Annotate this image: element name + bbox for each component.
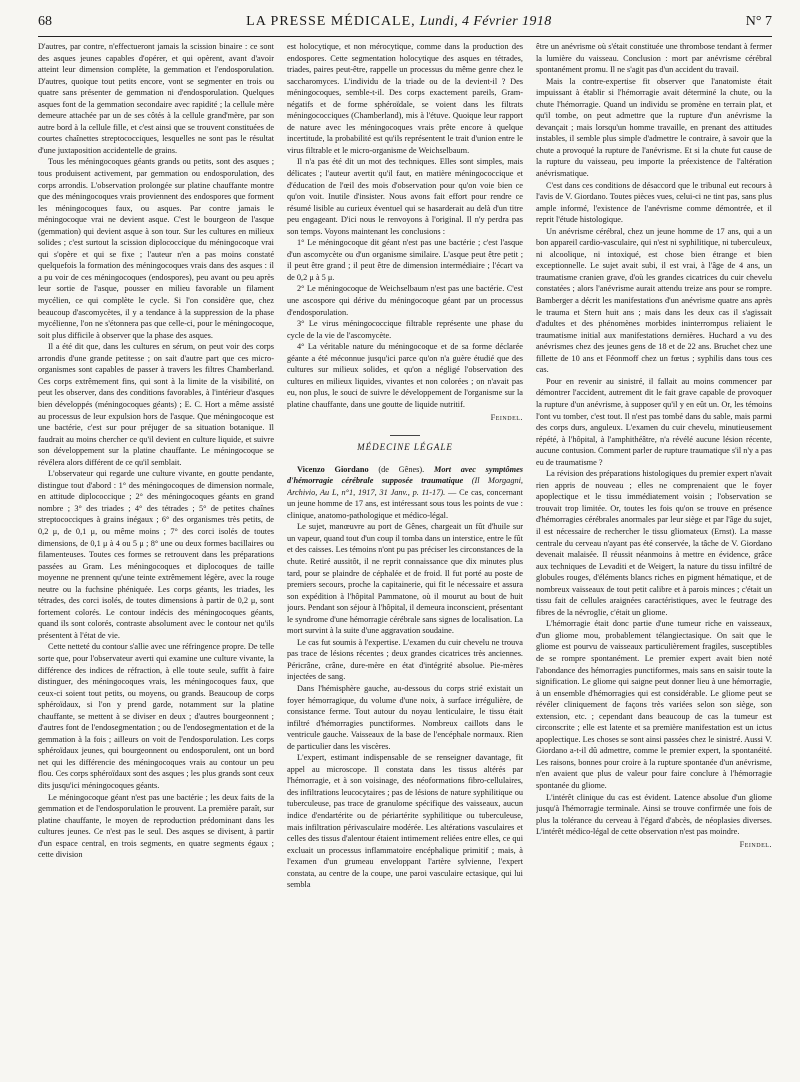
author-signature: Feindel.	[490, 412, 523, 422]
column-right	[536, 41, 772, 1071]
paragraph: 2° Le méningocoque de Weichselbaum n'est pas une bactérie. C'est une ascospore qui dérive du méningocoque géant par un processus d'endosporulation.	[287, 284, 523, 317]
text-columns	[38, 41, 772, 1071]
journal-name: LA PRESSE MÉDICALE,	[246, 14, 416, 29]
paragraph: C'est dans ces conditions de désaccord que le tribunal eut recours à l'avis de V. Giordano. Toutes pièces vues, celui-ci ne tint pas, sans plus ample informé, l'existence de l'anévrisme comme démontrée, et il reprit l'étude histologique.	[536, 180, 772, 225]
paragraph: 4° La véritable nature du méningocoque et de sa forme déclarée géante a été méconnue jusqu'ici parce qu'on n'a guère étudié que des cultures sur milieux solides, et qu'on a négligé l'observation des cultures en milieux liquides, vivantes et non colorées ; on n'avait pas eu, non plus, le souci de suivre le développement de l'organisme sur la platine chauffante, dans une goutte de liquide nutritif.	[287, 342, 523, 409]
paragraph: La révision des préparations histologiques du premier expert n'avait rien appris de nouveau ; elles ne comprenaient que le foyer apoplectique et le tissu immédiatement voisin ; l'observation se trouvait trop limitée. Or, toutes les fois qu'on se trouve en présence d'hémorragies cérébrales anormales par leur siège et par l'âge du sujet, il est nécessaire de rechercher le tissu gliomateux (Ernst). La masse centrale du cerveau n'ayant pas été conservée, la tâche de V. Giordano devenait malaisée. Il réussit néanmoins à mettre en évidence, grâce aux techniques de Levaditi et de Weigert, la nature du tissu infiltré de globules rouges, d'éléments blancs riches en pigment hématique, et de nombreux vaisseaux de tout petit calibre et à parois minces ; c'était un tissu fait de cellules araignées caractéristiques, avec le feutrage des fibres de la névroglie, c'était un gliome.	[536, 469, 772, 617]
article-title: Mort avec symptômes d'hémorragie cérébrale supposée traumatique	[287, 464, 523, 486]
paragraph: Mais la contre-expertise fit observer que l'anatomiste était impuissant à établir si l'hémorragie avait déterminé la chute, ou la chute l'hémorragie. Quand un individu se promène en terrain plat, et qu'il tombe, on peut admettre que la rupture d'un anévrisme la devançait ; mais lorsqu'un homme travaille, en prenant des attitudes instables, il semble plus simple d'admettre le contraire, à savoir que la chute a provoqué la rupture de l'anévrisme. Et si la chute fut cause de la rupture du vaisseau, peu importe la préexistence de l'altération anévrismatique.	[536, 76, 772, 179]
paragraph: Le sujet, manœuvre au port de Gênes, chargeait un fût d'huile sur un vapeur, quand tout d'un coup il tomba dans un interstice, entre le fût et des caisses. Les témoins n'ont pu pas préciser les circonstances de la chute. Retiré aussitôt, il ne reprit connaissance que dix minutes plus tard, pour se plaindre de céphalée et de froid. Il fut porté au poste de premiers secours, proche la capitainerie, qui fit le nécessaire et assura son expédition à l'hôpital Pammatone, où il mourut au bout de huit jours. Pendant son séjour à l'hôpital, il demeura inconscient, présentant le syndrome d'une hémorragie cérébrale sans signes de localisation. La mort survint à la suite d'une aggravation soudaine.	[287, 522, 523, 636]
running-title	[52, 14, 746, 30]
paragraph: Tous les méningocoques géants grands ou petits, sont des asques ; tous produisent activement, par gemmation ou endosporulation, des corps arrondis. L'observation prolongée sur platine chauffante montre que des méningocoques vrais proviennent des endospores que forment les méningocoques faux, ou asques. Par contre jamais le méningocoque vrai ne devient asque. C'est le bourgeon de l'asque (gemmation) qui devient asque à son tour. Sur les cultures en milieux solides ; c'est surtout la scission diplococcique du méningocoque vrai qui s'opère et qui se fixe ; l'auteur n'en a pas moins constaté quelquefois la formation des méningocoques vrais dans des asques : il a pu voir de ces méningocoques (endospores), peu avant ou peu après leur sortie de l'asque, pousser en milieu favorable un filament mycélien, ce qui complète le cycle. Si l'on considère que, chez beaucoup d'ascomycètes, il y a tendance à la suppression de la phase mycélienne, l'on ne s'étonnera pas que celle-ci, pour le méningocoque, soit plus difficile à observer que la phase des asques.	[38, 157, 274, 340]
paragraph: Pour en revenir au sinistré, il fallait au moins commencer par démontrer l'accident, autrement dit le fait grave capable de provoquer la rupture d'un anévrisme, à supposer qu'il y en eût un. Or, les témoins l'ont vu tomber, c'est tout. Il n'est pas tombé dans du sable, mais parmi des corps durs, anguleux. L'examen du cuir chevelu, minutieusement répété, à l'hôpital, à l'amphithéâtre, n'a révélé aucune lésion récente, aucune contusion. Comment parler de rupture traumatique s'il n'y a pas eu de traumatisme ?	[536, 376, 772, 467]
section-title: MÉDECINE LÉGALE	[287, 435, 523, 454]
paragraph: Le méningocoque géant n'est pas une bactérie ; les deux faits de la gemmation et de l'endosporulation le prouvent. La première paraît, sur platine chauffante, le moyen de reproduction prédominant dans les cultures jeunes. Ce n'est pas le seul. Des asques se divisent, à partir d'un espace central, en trois segments, en quatre segments égaux ; cette division	[38, 792, 274, 860]
paragraph: Il n'a pas été dit un mot des techniques. Elles sont simples, mais délicates ; l'auteur avertit qu'il faut, en matière méningococcique et d'éducation de l'œil des mois d'observation pour qu'on voie bien ce qu'on voit. Inutile d'insister. Nous avons fait effort pour rendre ce résumé lisible au curieux éventuel qui se hasarderait au delà d'un titre peu engageant. D'ici nous le renvoyons à l'original. Il n'y perdra pas son temps. Voyons maintenant les conclusions :	[287, 157, 523, 236]
page-number: 68	[38, 14, 52, 29]
paragraph: — Ce cas, concernant un jeune homme de 17 ans, est intéressant sous tous les points de vue : clinique, anatomo-pathologique et médico-légal.	[287, 487, 523, 520]
article-reference: (Il Morgagni, Archivio, Au L, n°1, 1917, 31 Janv., p. 11-17).	[287, 476, 523, 497]
article-author-place: (de Gênes).	[378, 464, 425, 474]
issue-number: N° 7	[745, 14, 772, 29]
header-rule	[38, 36, 772, 37]
column-left	[38, 41, 274, 1071]
paragraph: 1° Le méningocoque dit géant n'est pas une bactérie ; c'est l'asque d'un ascomycète ou d'un organisme similaire. L'asque peut être petit ; il peut être grand ; il peut être de dimension intermédiaire ; l'écart va de 0,2 μ à 5 μ.	[287, 238, 523, 282]
paragraph: est holocytique, et non mérocytique, comme dans la production des endospores. Cette segmentation holocytique des asques en tétrades, triades, paires peut-être, rappelle un processus du même genre chez le saccharomyces. L'individu de la triade ou de la devient-il ? Des méningocoques, semble-t-il. Des corps exactement pareils, Gram-négatifs et de forme sphéroïdale, se voient dans les filtrats méningococciques (Chamberland), mis à l'étuve. Quoique leur rapport de nature avec les méningocoques vrais prête encore à quelque incertitude, la probabilité est qu'ils représentent le trait d'union entre le virus filtrable et le micro-organisme de Weichselbaum.	[287, 42, 523, 155]
page-header	[38, 14, 772, 32]
paragraph: 3° Le virus méningococcique filtrable représente une phase du cycle de la vie de l'ascomycète.	[287, 319, 523, 340]
paragraph: Le cas fut soumis à l'expertise. L'examen du cuir chevelu ne trouva pas trace de lésions récentes ; deux grandes cicatrices très anciennes. Péricrâne, crâne, dure-mère en état d'intégrité absolue. Pie-mères injectées de sang.	[287, 637, 523, 682]
paragraph: être un anévrisme où s'était constituée une thrombose tendant à fermer la lumière du vaisseau. Conclusion : mort par anévrisme cérébral spontanément promu. Il ne s'agit pas d'un accident du travail.	[536, 42, 772, 75]
paragraph: Dans l'hémisphère gauche, au-dessous du corps strié existait un foyer hémorragique, du volume d'une noix, à surface irrégulière, de consistance ferme. Tout autour du noyau lenticulaire, le tissu était infiltré d'hémorragies punctiformes. Nombreux caillots dans le ventricule gauche. Vaisseaux de la base de l'encéphale normaux. Rien de particulier dans les viscères.	[287, 683, 523, 751]
paragraph: Cette netteté du contour s'allie avec une réfringence propre. De telle sorte que, pour l'observateur averti qui examine une culture vivante, la différence des indices de réfraction, à elle toute seule, suffit à faire distinguer, des méningocoques vrais, les méningocoques faux, que ceux-ci soient tout petits, ou moyens, ou grands. Beaucoup de corps sphéroïdaux, si l'on y prend garde, notamment sur la platine chauffante, se mettent à se diviser en deux ; d'autres bourgeonnent ; d'autres font de l'endosegmentation ; ou de l'endosegmentation et de la gemmation à la fois ; ailleurs on voit de l'endosporulation. Les corps sphéroïdaux jeunes, qui bourgeonnent ou endosporulent, ont un bord net qui les différencie des méningocoques vrais au contour un peu flou. Ces corps sphéroïdaux sont des asques ; les plus grands sont ceux dits jusqu'ici méningocoques géants.	[38, 642, 274, 790]
paragraph: L'intérêt clinique du cas est évident. Latence absolue d'un gliome jusqu'à l'hémorragie terminale. Ainsi se trouve confirmée une fois de plus la tolérance du cerveau à l'égard d'abcès, de néoplasies diverses. L'intérêt médico-légal de cette observation n'est pas moindre.	[536, 792, 772, 837]
paragraph: L'expert, estimant indispensable de se renseigner davantage, fit appel au microscope. Il constata dans les tissus altérés par l'hémorragie, et à son voisinage, des néoformations fibro-cellulaires, des infiltrations leucocytaires ; pas de lésions de nature syphilitique ou tuberculeuse, pas trace de granulome spécifique des vaisseaux, aucun indice d'endartérite ou de périartérite syphilitique ou tuberculeuse, mais infiltration périvasculaire modérée. Les altérations vasculaires et celles des tissus d'alentour étaient intimement reliées entre elles, ce qui excluait un processus inflammatoire encéphalique primitif ; mais, à l'examen d'un grumeau enveloppant l'artère sylvienne, l'expert constata, au centre de la coupe, une paroi vasculaire ectasique, qui lui sembla	[287, 753, 523, 890]
article-lead	[287, 464, 523, 522]
paragraph: D'autres, par contre, n'effectueront jamais la scission binaire : ce sont des asques jeunes capables d'opérer, et qui opèrent, avant d'avoir atteint leur dimension complète, la gemmation et l'endosporulation. D'autres, quoique tout petits encore, vont se segmenter en trois ou quatre sans présenter de gemmation ni d'endosporulation. Quelques asques font de la gemmation secondaire avec rapidité ; la cellule mère demeure attachée par un de ses côtés à la cellule grand'mère, par son autre bord à la cellule fille, et c'est ainsi que se trouvent constituées de courtes chaînettes streptococciques, lesquelles ne sont pas le résultat d'une juxtaposition accidentelle de grains.	[38, 42, 274, 155]
paragraph: L'observateur qui regarde une culture vivante, en goutte pendante, distingue tout d'abord : 1° des méningocoques de dimension normale, en attitude diplococcique ; 2° des méningocoques géants en grand nombre ; 3° des triades ; 4° des tétrades ; 5° de petites chaînes streptococciques à grains inégaux ; 6° des organismes très petits, de 0,2 μ, de 0,1 μ, ou même moins ; 7° des corci isolés de toutes dimensions, de 0,1 μ à 4 ou 5 μ ; 8° une ou deux formes bacillaires ou filamenteuses. Toutes ces formes se retrouvent dans les préparations passées au Gram. Les méningocoques et diplocoques de taille moyenne ne prennent qu'une teinte extrêmement légère, avec la rouge neutre ou la fuchsine phéniquée. Les corps géants, les triades, les tétrades, des corci isolés, de toutes dimensions à partir de 0,2 μ, sont fortement colorés. Le contour indécis des méningocoques géants, quand ils sont colorés, contraste absolument avec le contour net qu'ils présentent à l'état de vie.	[38, 469, 274, 640]
author-signature: Feindel.	[739, 839, 772, 849]
paragraph: L'hémorragie était donc partie d'une tumeur riche en vaisseaux, d'un gliome mou, probablement télangiectasique. On sait que le gliome est pourvu de vaisseaux particulièrement fragiles, susceptibles de se rompre spontanément. Le premier expert avait bien noté l'abondance des hémorragies punctiformes, mais sans en saisir toute la signification. Le gliome qui saigne peut donner lieu à une hémorragie, à un ensemble d'hémorragies qui est considérable. Le gliome peut se révéler cliniquement de façons très variées selon son siège, son extension, etc. ; cependant dans beaucoup de cas la tumeur est circonscrite ; elle est latente et sa première manifestation est un ictus apoplectique. Les choses se sont ainsi passées chez le sinistré. Aussi V. Giordano a-t-il dû admettre, comme le premier expert, la spontanéité. Les raisons, bonnes pour croire à la rupture spontanée d'un anévrisme, n'en avaient que plus de valeur pour faire conclure à l'hémorragie spontanée du gliome.	[536, 619, 772, 790]
column-middle	[287, 41, 523, 1071]
paragraph: Il a été dit que, dans les cultures en sérum, on peut voir des corps arrondis d'une grande petitesse ; on sait d'autre part que ces micro-organismes sont capables de passer à travers les filtres Chamberland. Ces corps extrêmement fins, qui sont à la limite de la visibilité, on peut les observer, dans des conditions favorables, à l'intérieur d'asques bien développés (méningocoques géants) ; E. C. Hort a même assisté au processus de leur expulsion hors de l'asque. Que méningocoque est une bactérie, c'est sur pour préjuger de sa situation botanique. Il faudrait au moins chercher ce qu'il devient en culture liquide, et suivre son développement sur la platine chauffante. Le méningocoque se révélera alors différent de ce qu'il semblait.	[38, 342, 274, 467]
paragraph: Un anévrisme cérébral, chez un jeune homme de 17 ans, qui a un bon appareil cardio-vasculaire, qui n'est ni syphilitique, ni tuberculeux, ni alcoolique, ni intoxiqué, est chose bien étrange et bien exceptionnelle. Le sujet avait subi, il est vrai, à l'âge de 4 ans, un traumatisme cranien grave, d'où les grandes cicatrices du cuir chevelu constatées ; alors l'anévrisme aurait attendu treize ans pour se rompre. Bamberger a décrit les manifestations d'un anévrisme quatre ans après le trauma et Stern huit ans ; mais dans les deux cas il s'agissait d'adultes et des phénomènes morbides ininterrompus reliaient le traumatisme initial aux manifestations dernières. Huchard a vu des anévrismes chez des jeunes gens de 18 et de 22 ans. Bruchet chez une fillette de 10 ans et Féonmoff chez un fœtus ; syphilis dans tous ces cas.	[536, 226, 772, 375]
article-author: Vicenzo Giordano	[297, 464, 369, 474]
issue-date: Lundi, 4 Février 1918	[419, 14, 552, 29]
